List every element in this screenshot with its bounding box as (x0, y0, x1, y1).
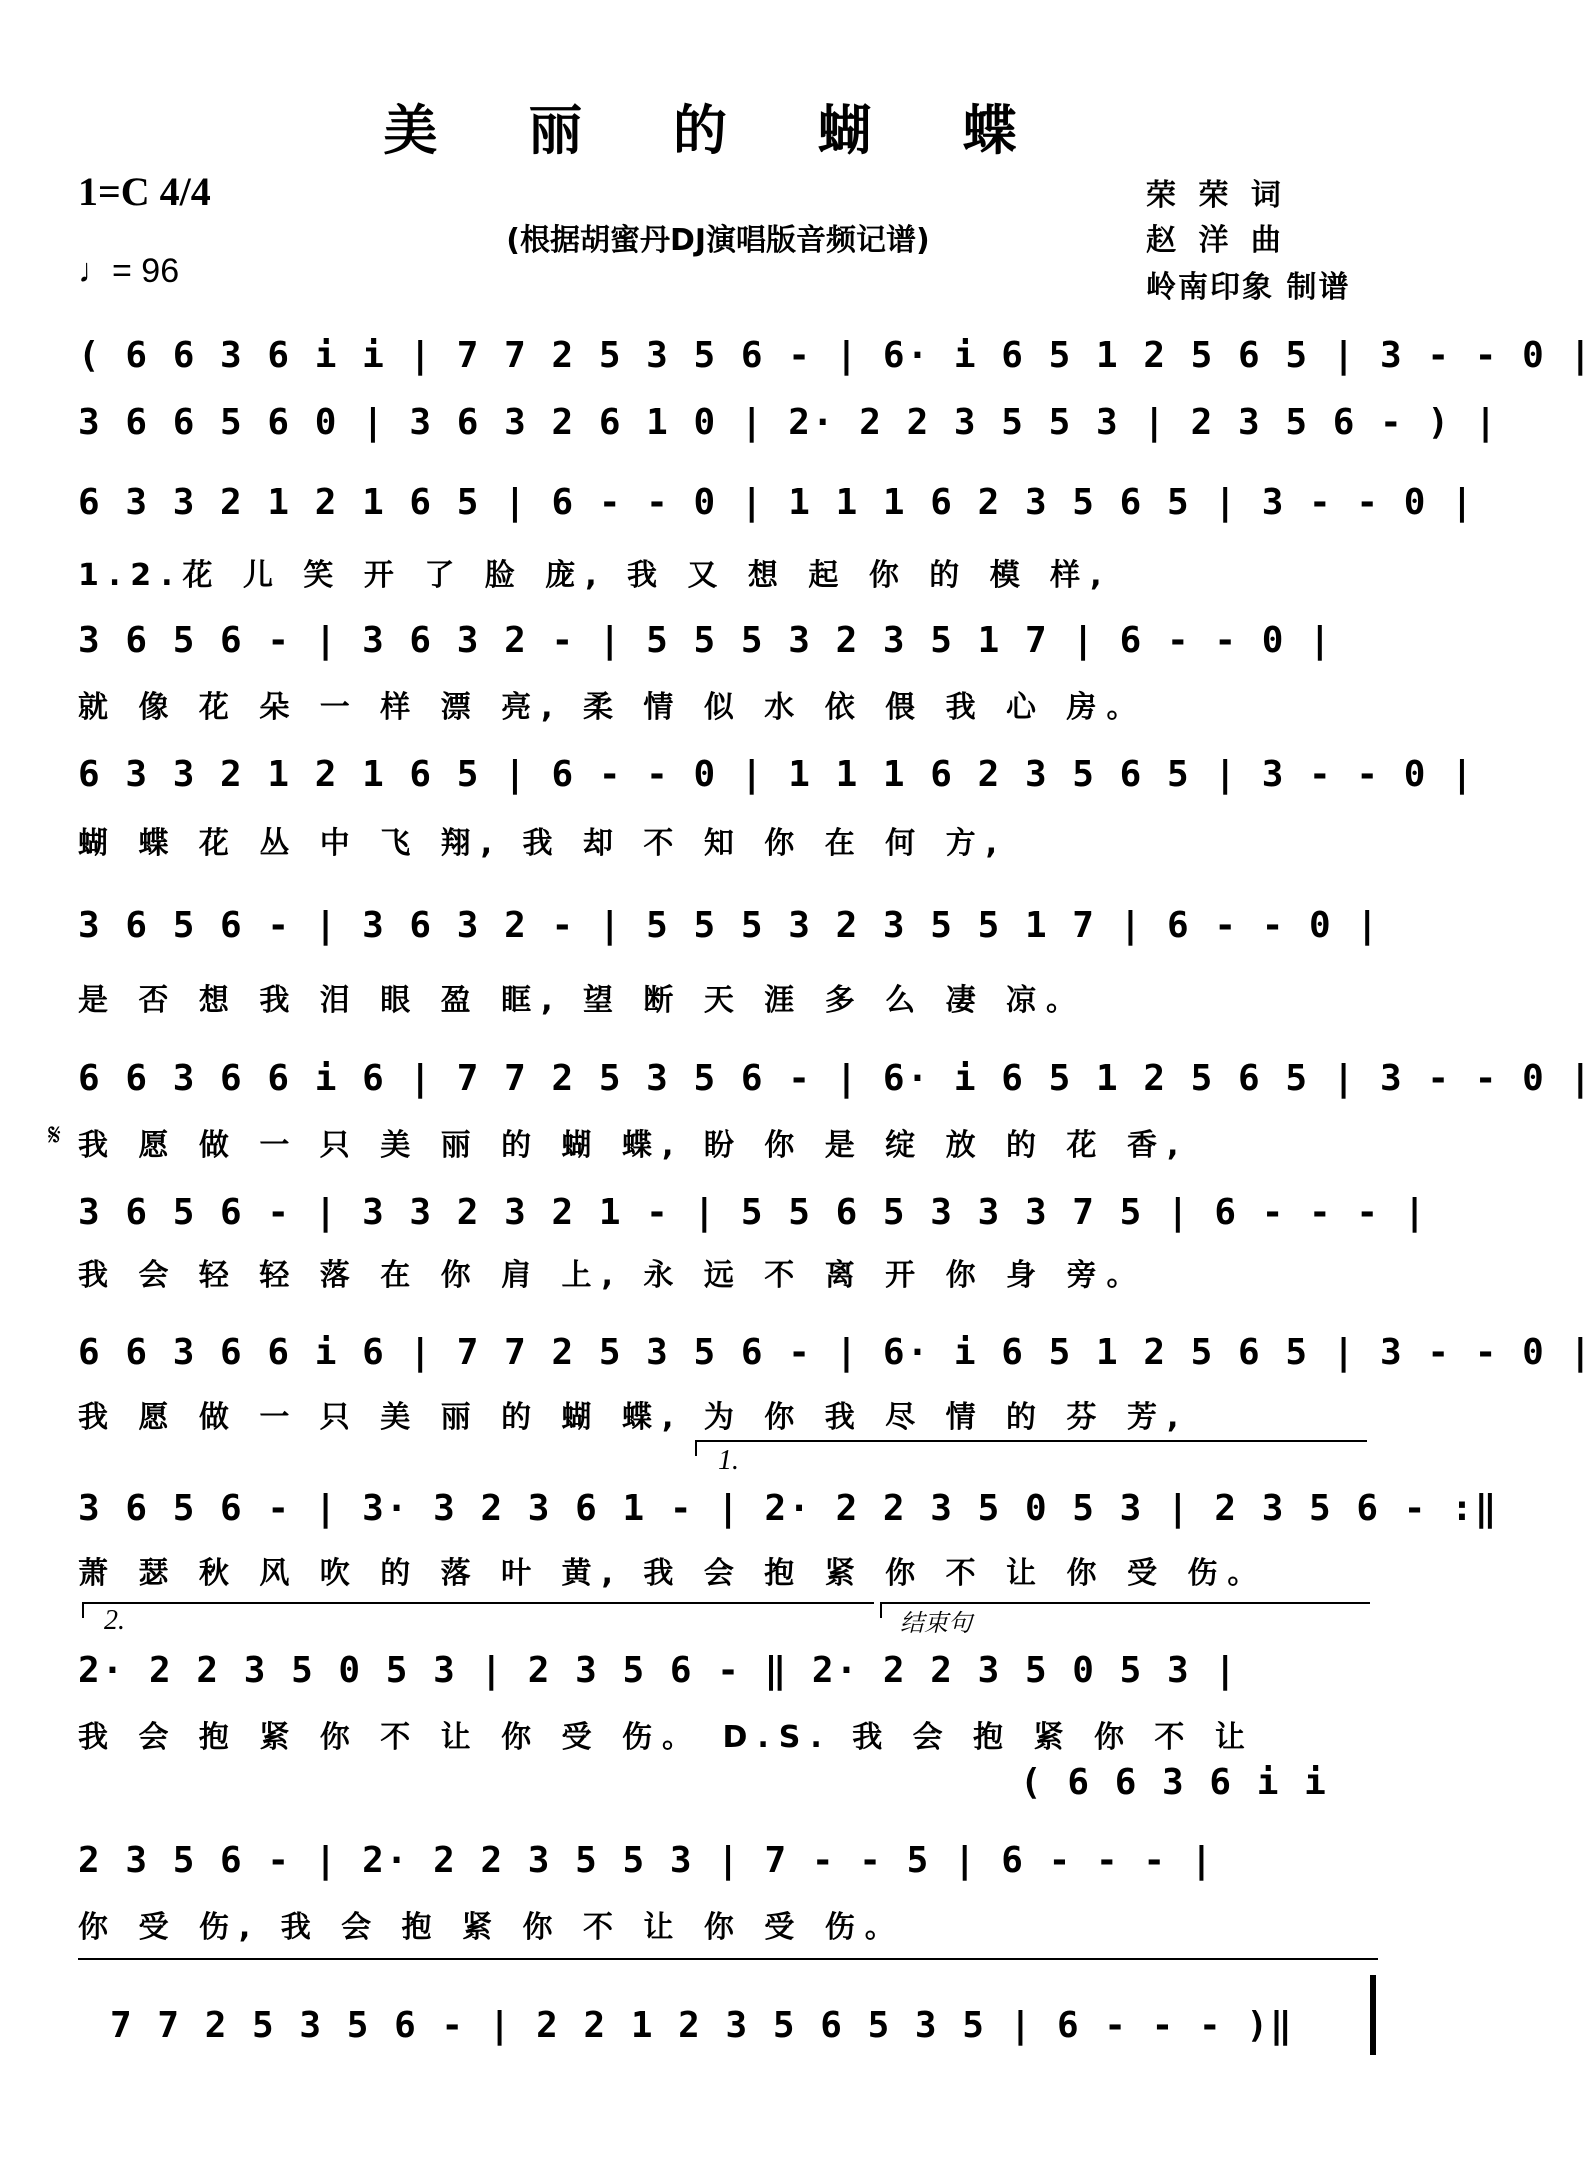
lyrics-row-5: 蝴 蝶 花 丛 中 飞 翔, 我 却 不 知 你 在 何 方, (78, 826, 1008, 861)
lyrics-row-3: 1.2.花 儿 笑 开 了 脸 庞, 我 又 想 起 你 的 模 样, (78, 558, 1112, 593)
score-row-5: 6 3 3 2 1 2 1 6 5 | 6 - - 0 | 1 1 1 6 2 3 5 6 5 | 3 - - 0 | (78, 754, 1475, 795)
score-row-1: ( 6 6 3 6 i i | 7 7 2 5 3 5 6 - | 6· i 6 5 1 2 5 6 5 | 3 - - 0 | (78, 335, 1593, 376)
outro-intro-notes: ( 6 6 3 6 i i (1020, 1762, 1328, 1803)
subtitle: (根据胡蜜丹DJ演唱版音频记谱) (506, 223, 930, 258)
lyrics-row-7: 我 愿 做 一 只 美 丽 的 蝴 蝶, 盼 你 是 绽 放 的 花 香, (78, 1128, 1189, 1163)
lyrics-row-6: 是 否 想 我 泪 眼 盈 眶, 望 断 天 涯 多 么 凄 凉。 (78, 983, 1087, 1018)
lyrics-row-4: 就 像 花 朵 一 样 漂 亮, 柔 情 似 水 依 偎 我 心 房。 (78, 690, 1147, 725)
segno-sign: 𝄋 (48, 1118, 61, 1153)
score-row-2: 3 6 6 5 6 0 | 3 6 3 2 6 1 0 | 2· 2 2 3 5 5 3 | 2 3 5 6 - ) | (78, 402, 1499, 443)
lyrics-row-8: 我 会 轻 轻 落 在 你 肩 上, 永 远 不 离 开 你 身 旁。 (78, 1258, 1147, 1293)
composer-credit: 赵 洋 曲 (1146, 223, 1287, 258)
score-row-12: 2 3 5 6 - | 2· 2 2 3 5 5 3 | 7 - - 5 | 6 - - - | (78, 1840, 1215, 1881)
score-row-11: 2· 2 2 3 5 0 5 3 | 2 3 5 6 - ‖ 2· 2 2 3 5 0 5 3 | (78, 1650, 1239, 1691)
score-row-13: 7 7 2 5 3 5 6 - | 2 2 1 2 3 5 6 5 3 5 | 6 - - - )‖ (110, 2005, 1294, 2046)
volta-2-label: 2. (104, 1605, 125, 1636)
score-row-7: 6 6 3 6 6 i 6 | 7 7 2 5 3 5 6 - | 6· i 6 5 1 2 5 6 5 | 3 - - 0 | (78, 1058, 1593, 1099)
lyricist-credit: 荣 荣 词 (1146, 178, 1287, 213)
score-row-3: 6 3 3 2 1 2 1 6 5 | 6 - - 0 | 1 1 1 6 2 3 5 6 5 | 3 - - 0 | (78, 482, 1475, 523)
coda-label: 结束句 (900, 1611, 972, 1637)
volta-1-bracket (695, 1440, 1367, 1456)
song-title: 美 丽 的 蝴 蝶 (383, 98, 1053, 162)
tempo-marking: ♩= 96 (78, 252, 180, 290)
key-signature: 1=C 4/4 (78, 169, 211, 214)
score-row-8: 3 6 5 6 - | 3 3 2 3 2 1 - | 5 5 6 5 3 3 3 7 5 | 6 - - - | (78, 1192, 1428, 1233)
lyrics-row-11: 我 会 抱 紧 你 不 让 你 受 伤。 D.S. 我 会 抱 紧 你 不 让 (78, 1720, 1255, 1755)
volta-1-label: 1. (718, 1445, 739, 1476)
lyrics-row-10: 萧 瑟 秋 风 吹 的 落 叶 黄, 我 会 抱 紧 你 不 让 你 受 伤。 (78, 1556, 1268, 1591)
score-row-4: 3 6 5 6 - | 3 6 3 2 - | 5 5 5 3 2 3 5 1 7 | 6 - - 0 | (78, 620, 1333, 661)
arranger-credit: 岭南印象 制谱 (1146, 270, 1351, 305)
lyrics-row-9: 我 愿 做 一 只 美 丽 的 蝴 蝶, 为 你 我 尽 情 的 芬 芳, (78, 1400, 1189, 1435)
score-row-6: 3 6 5 6 - | 3 6 3 2 - | 5 5 5 3 2 3 5 5 1 7 | 6 - - 0 | (78, 905, 1381, 946)
score-row-9: 6 6 3 6 6 i 6 | 7 7 2 5 3 5 6 - | 6· i 6 5 1 2 5 6 5 | 3 - - 0 | (78, 1332, 1593, 1373)
score-row-10: 3 6 5 6 - | 3· 3 2 3 6 1 - | 2· 2 2 3 5 0 5 3 | 2 3 5 6 - :‖ (78, 1488, 1499, 1529)
final-barline (1370, 1975, 1376, 2055)
volta-2-bracket (82, 1602, 874, 1618)
lyrics-row-12: 你 受 伤, 我 会 抱 紧 你 不 让 你 受 伤。 (78, 1910, 905, 1945)
separator-line (78, 1958, 1378, 1960)
